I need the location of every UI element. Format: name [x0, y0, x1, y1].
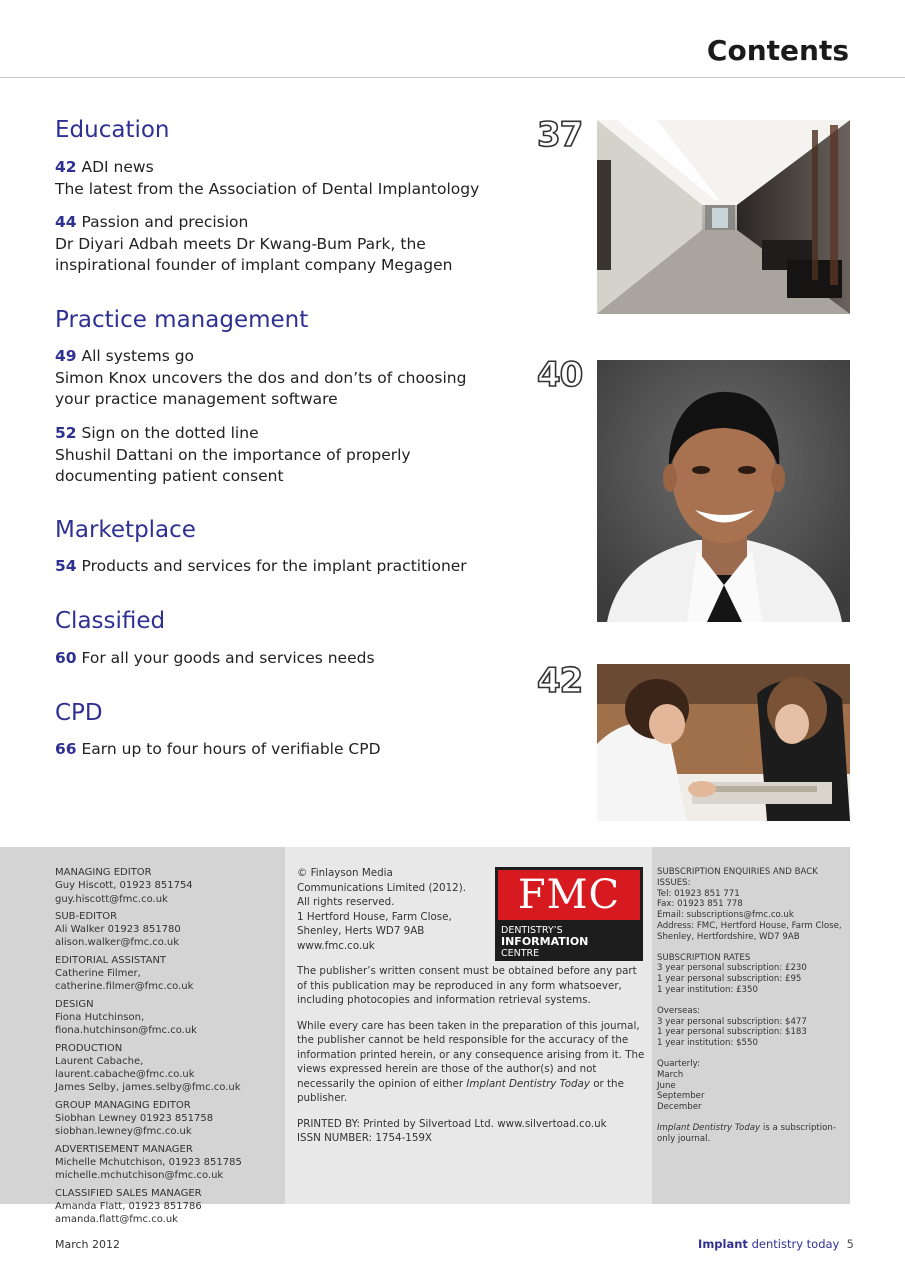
portrait-image [597, 360, 850, 622]
feature-page-number: 40 [537, 355, 583, 395]
staff-role: PRODUCTION [55, 1042, 123, 1054]
rates-heading: SUBSCRIPTION RATES [657, 952, 751, 963]
entry-title: All systems go [81, 347, 195, 365]
subscription-column [652, 847, 850, 1204]
address-line: 1 Hertford House, Farm Close, [297, 910, 452, 923]
section-heading-practice-management: Practice management [55, 307, 309, 333]
subs-heading: SUBSCRIPTION ENQUIRIES AND BACK ISSUES: [657, 867, 818, 888]
subs-fax: Fax: 01923 851 778 [657, 899, 743, 910]
staff-column [0, 847, 285, 1226]
consent-text: The publisher’s written consent must be obtained before any part of this publication may be reproduced in any form whatsoever, including photocopies and information retrieval systems. [297, 965, 637, 1006]
staff-contact: Amanda Flatt, 01923 851786 [55, 1200, 202, 1212]
staff-role: SUB-EDITOR [55, 910, 118, 922]
subs-address: Address: FMC, Hertford House, Farm Close, Shenley, Hertfordshire, WD7 9AB [657, 920, 842, 942]
rights-text: All rights reserved. [297, 896, 395, 908]
entry-title: ADI news [81, 158, 154, 176]
logo-line: CENTRE [501, 948, 540, 959]
printer-text: PRINTED BY: Printed by Silvertoad Ltd. www.silvertoad.co.uk [297, 1117, 607, 1130]
disclaimer-text [297, 1019, 647, 1106]
section-heading-classified: Classified [55, 608, 166, 634]
entry-title: Earn up to four hours of verifiable CPD [81, 740, 381, 758]
staff-contact: Guy Hiscott, 01923 851754 [55, 880, 193, 892]
staff-entry [55, 866, 280, 906]
entry-description: The latest from the Association of Dental Implantology [55, 179, 480, 198]
staff-entry [55, 1099, 280, 1139]
staff-contact: Fiona Hutchinson, fiona.hutchinson@fmc.co.uk [55, 1011, 197, 1037]
month: December [657, 1102, 702, 1113]
staff-email[interactable]: amanda.flatt@fmc.co.uk [55, 1214, 178, 1226]
corridor-photo[interactable] [597, 120, 850, 314]
staff-role: CLASSIFIED SALES MANAGER [55, 1187, 202, 1199]
section-heading-education: Education [55, 117, 170, 143]
contents-entry[interactable] [55, 556, 505, 578]
page-number: 5 [846, 1237, 854, 1251]
logo-line: DENTISTRY’S [501, 925, 563, 936]
staff-entry [55, 998, 280, 1038]
entry-description: Shushil Dattani on the importance of properly documenting patient consent [55, 445, 411, 485]
subs-email[interactable]: Email: subscriptions@fmc.co.uk [657, 910, 794, 921]
month: March [657, 1069, 684, 1080]
masthead-footer [0, 847, 850, 1226]
staff-entry [55, 1187, 280, 1227]
brand-name: Implant [698, 1237, 748, 1251]
entry-page-number: 60 [55, 649, 77, 667]
fmc-logo-mark: FMC [498, 870, 640, 920]
section-heading-cpd: CPD [55, 700, 103, 726]
subs-tel: Tel: 01923 851 771 [657, 888, 740, 899]
quarterly-heading: Quarterly: [657, 1058, 700, 1069]
folio [698, 1237, 854, 1251]
portrait-photo[interactable] [597, 360, 850, 622]
staff-role: MANAGING EDITOR [55, 867, 152, 878]
entry-title: Sign on the dotted line [81, 424, 259, 442]
staff-email[interactable]: siobhan.lewney@fmc.co.uk [55, 1126, 192, 1138]
issue-date: March 2012 [55, 1238, 121, 1251]
logo-line: INFORMATION [501, 935, 589, 948]
overseas-heading: Overseas: [657, 1005, 701, 1016]
rate-line: 3 year personal subscription: $477 [657, 1016, 807, 1027]
staff-entry [55, 954, 280, 994]
contents-entry[interactable] [55, 423, 505, 488]
address-line: Shenley, Herts WD7 9AB [297, 925, 425, 937]
note-text: is a subscription-only journal. [657, 1122, 836, 1144]
publisher-column [285, 847, 652, 1204]
entry-title: Products and services for the implant practitioner [81, 557, 467, 575]
entry-page-number: 42 [55, 158, 77, 176]
staff-contact: Michelle Mchutchison, 01923 851785 [55, 1156, 242, 1168]
staff-contact: Ali Walker 01923 851780 [55, 924, 181, 936]
staff-entry [55, 1143, 280, 1183]
entry-description: Simon Knox uncovers the dos and don’ts of choosing your practice management software [55, 368, 467, 408]
staff-contact: Catherine Filmer, catherine.filmer@fmc.co.uk [55, 968, 194, 993]
staff-entry [55, 910, 280, 950]
section-heading-marketplace: Marketplace [55, 517, 196, 543]
entry-page-number: 44 [55, 213, 77, 231]
staff-entry [55, 1042, 280, 1095]
feature-page-number: 42 [537, 661, 583, 701]
fmc-logo-tagline [495, 923, 643, 961]
month: June [657, 1080, 676, 1091]
rate-line: 1 year institution: £350 [657, 984, 758, 995]
corridor-image [597, 120, 850, 314]
month: September [657, 1091, 705, 1102]
subscription-info [657, 867, 847, 1155]
contents-entry[interactable] [55, 346, 505, 411]
contents-entry[interactable] [55, 739, 505, 761]
staff-contact: Laurent Cabache, laurent.cabache@fmc.co.uk [55, 1055, 195, 1081]
entry-description: Dr Diyari Adbah meets Dr Kwang-Bum Park, the inspirational founder of implant company Megagen [55, 234, 453, 274]
staff-contact: James Selby, james.selby@fmc.co.uk [55, 1082, 241, 1094]
disclaimer-part: While every care has been taken in the preparation of this journal, the publisher cannot be held responsible for the accuracy of the information printed herein, or any consequence arising from it. The views expressed herein are those of the author(s) and not necessarily the opinion of either [297, 1019, 645, 1090]
staff-email[interactable]: guy.hiscott@fmc.co.uk [55, 893, 168, 905]
students-image [597, 664, 850, 821]
staff-list [55, 866, 280, 1226]
journal-name: Implant Dentistry Today [657, 1122, 761, 1133]
staff-email[interactable]: alison.walker@fmc.co.uk [55, 937, 179, 949]
rate-line: 1 year personal subscription: $183 [657, 1027, 807, 1038]
header-rule [0, 77, 905, 78]
entry-page-number: 52 [55, 424, 77, 442]
staff-role: DESIGN [55, 998, 94, 1010]
feature-page-number: 37 [537, 115, 583, 155]
rate-line: 3 year personal subscription: £230 [657, 963, 807, 974]
rate-line: 1 year personal subscription: £95 [657, 974, 802, 985]
contents-entry[interactable] [55, 157, 505, 200]
staff-role: GROUP MANAGING EDITOR [55, 1099, 191, 1111]
website-link[interactable]: www.fmc.co.uk [297, 939, 375, 952]
copyright-text: © Finlayson Media Communications Limited (2012). [297, 867, 466, 894]
contents-entry[interactable] [55, 212, 505, 277]
entry-page-number: 49 [55, 347, 77, 365]
journal-name: Implant Dentistry Today [466, 1077, 590, 1090]
staff-email[interactable]: michelle.mchutchison@fmc.co.uk [55, 1170, 224, 1182]
staff-role: ADVERTISEMENT MANAGER [55, 1143, 193, 1155]
disclaimer-part: or the publisher. [297, 1077, 624, 1104]
entry-title: Passion and precision [81, 213, 249, 231]
staff-role: EDITORIAL ASSISTANT [55, 954, 167, 966]
brand-name-rest: dentistry today [747, 1237, 840, 1251]
subscription-note [657, 1123, 847, 1145]
contents-entry[interactable] [55, 648, 505, 670]
entry-page-number: 54 [55, 557, 77, 575]
page-title: Contents [706, 34, 849, 67]
entry-page-number: 66 [55, 740, 77, 758]
rate-line: 1 year institution: $550 [657, 1038, 758, 1049]
entry-title: For all your goods and services needs [81, 649, 375, 667]
staff-contact: Siobhan Lewney 01923 851758 [55, 1113, 214, 1125]
students-photo[interactable] [597, 664, 850, 821]
fmc-logo [495, 867, 643, 961]
issn-text: ISSN NUMBER: 1754-159X [297, 1132, 432, 1144]
